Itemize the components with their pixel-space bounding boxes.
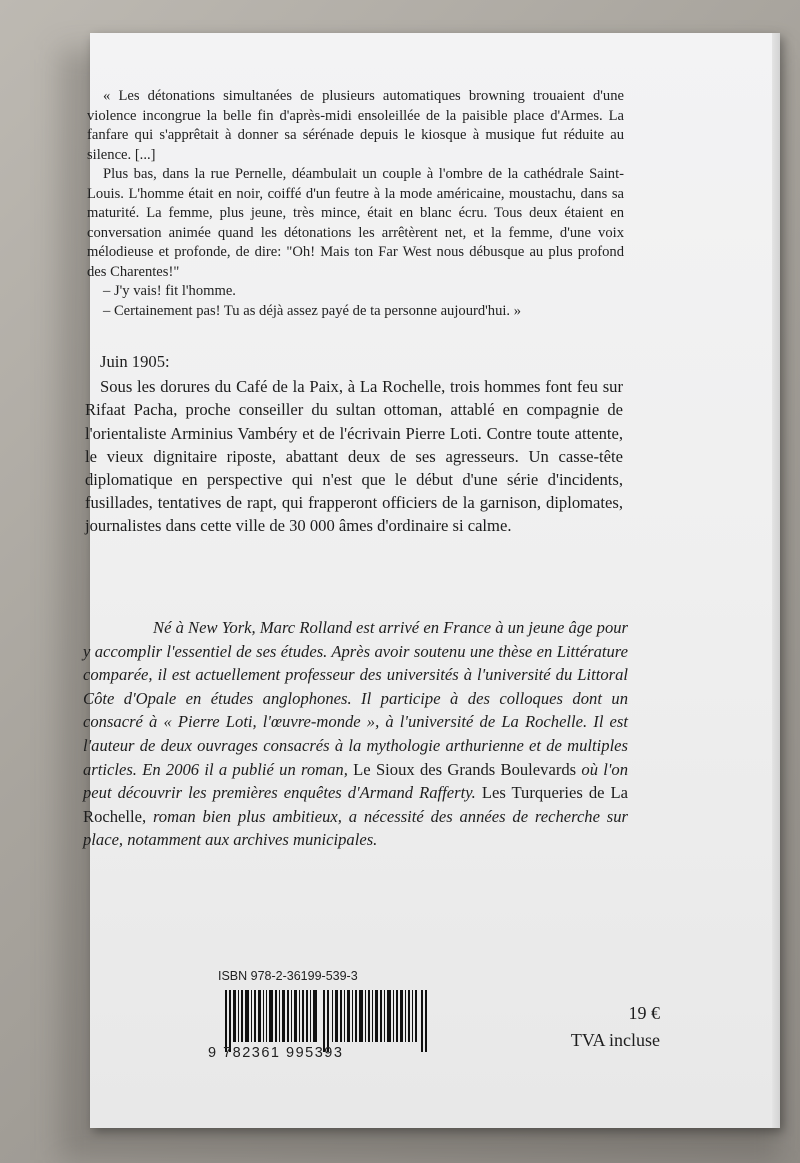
bio-book-title-2: Les Turqueries de La Rochelle,: [83, 783, 628, 826]
quote-paragraph-4: – Certainement pas! Tu as déjà assez payé de ta personne aujourd'hui. »: [103, 302, 522, 319]
tva-label: TVA incluse: [570, 1030, 660, 1050]
isbn-label: ISBN 978-2-36199-539-3: [218, 969, 358, 983]
quote-paragraph-2: Plus bas, dans la rue Pernelle, déambulait un couple à l'ombre de la cathédrale Saint-Louis. L'homme était en noir, coiffé d'un feutre à la mode américaine, moustachu, dans sa maturité. La femme, plus jeune, très mince, était en blanc écru. Tous deux étaient en conversation animée quand les détonations les arrêtèrent net, et la femme, d'une voix mélodieuse et profonde, de dire: "Oh! Mais ton Far West nous débusque au plus profond des Charentes!": [87, 166, 624, 280]
quote-paragraph-1: « Les détonations simultanées de plusieurs automatiques browning trouaient d'une violence incongrue la belle fin d'après-midi ensoleillée de la paisible place d'Armes. La fanfare qui s'apprêtait à donner sa sérénade depuis le kiosque à musique fut réduite au silence. [...]: [87, 88, 624, 163]
bio-text-3: roman bien plus ambitieux, a nécessité des années de recherche sur place, notamment aux archives municipales.: [83, 806, 628, 850]
bio-text-2: où l'on peut découvrir les premières enquêtes d'Armand Rafferty.: [83, 759, 629, 803]
summary-date: Juin 1905:: [100, 352, 170, 371]
plot-summary: [85, 350, 623, 538]
excerpt-quote: [87, 87, 624, 321]
quote-paragraph-3: – J'y vais! fit l'homme.: [103, 283, 236, 299]
summary-body: Sous les dorures du Café de la Paix, à La Rochelle, trois hommes font feu sur Rifaat Pacha, proche conseiller du sultan ottoman, attablé en compagnie de l'orientaliste Arminius Vambéry et de l'écrivain Pierre Loti. Contre toute attente, le vieux dignitaire riposte, abattant deux de ses agresseurs. Un casse-tête diplomatique en perspective qui n'est que le début d'une série d'incidents, fusillades, tentatives de rapt, qui frapperont officiers de la garnison, diplomates, journalistes dans cette ville de 30 000 âmes d'ordinaire si calme.: [85, 377, 623, 536]
author-bio: [83, 616, 628, 852]
bio-book-title-1: Le Sioux des Grands Boulevards: [353, 759, 577, 779]
bio-text-1: Né à New York, Marc Rolland est arrivé en France à un jeune âge pour y accomplir l'essentiel de ses études. Après avoir soutenu une thèse en Littérature comparée, il est actuellement professeur des universités à l'université du Littoral Côte d'Opale en études anglophones. Il participe à des colloques dont un consacré à « Pierre Loti, l'œuvre-monde », à l'université de La Rochelle. Il est l'auteur de deux ouvrages consacrés à la mythologie arthurienne et de multiples articles. En 2006 il a publié un roman,: [83, 618, 628, 779]
price-label: 19 €: [628, 1003, 660, 1023]
barcode-number: 9 782361 995393: [208, 1045, 344, 1061]
barcode-graphic: [225, 990, 430, 1052]
